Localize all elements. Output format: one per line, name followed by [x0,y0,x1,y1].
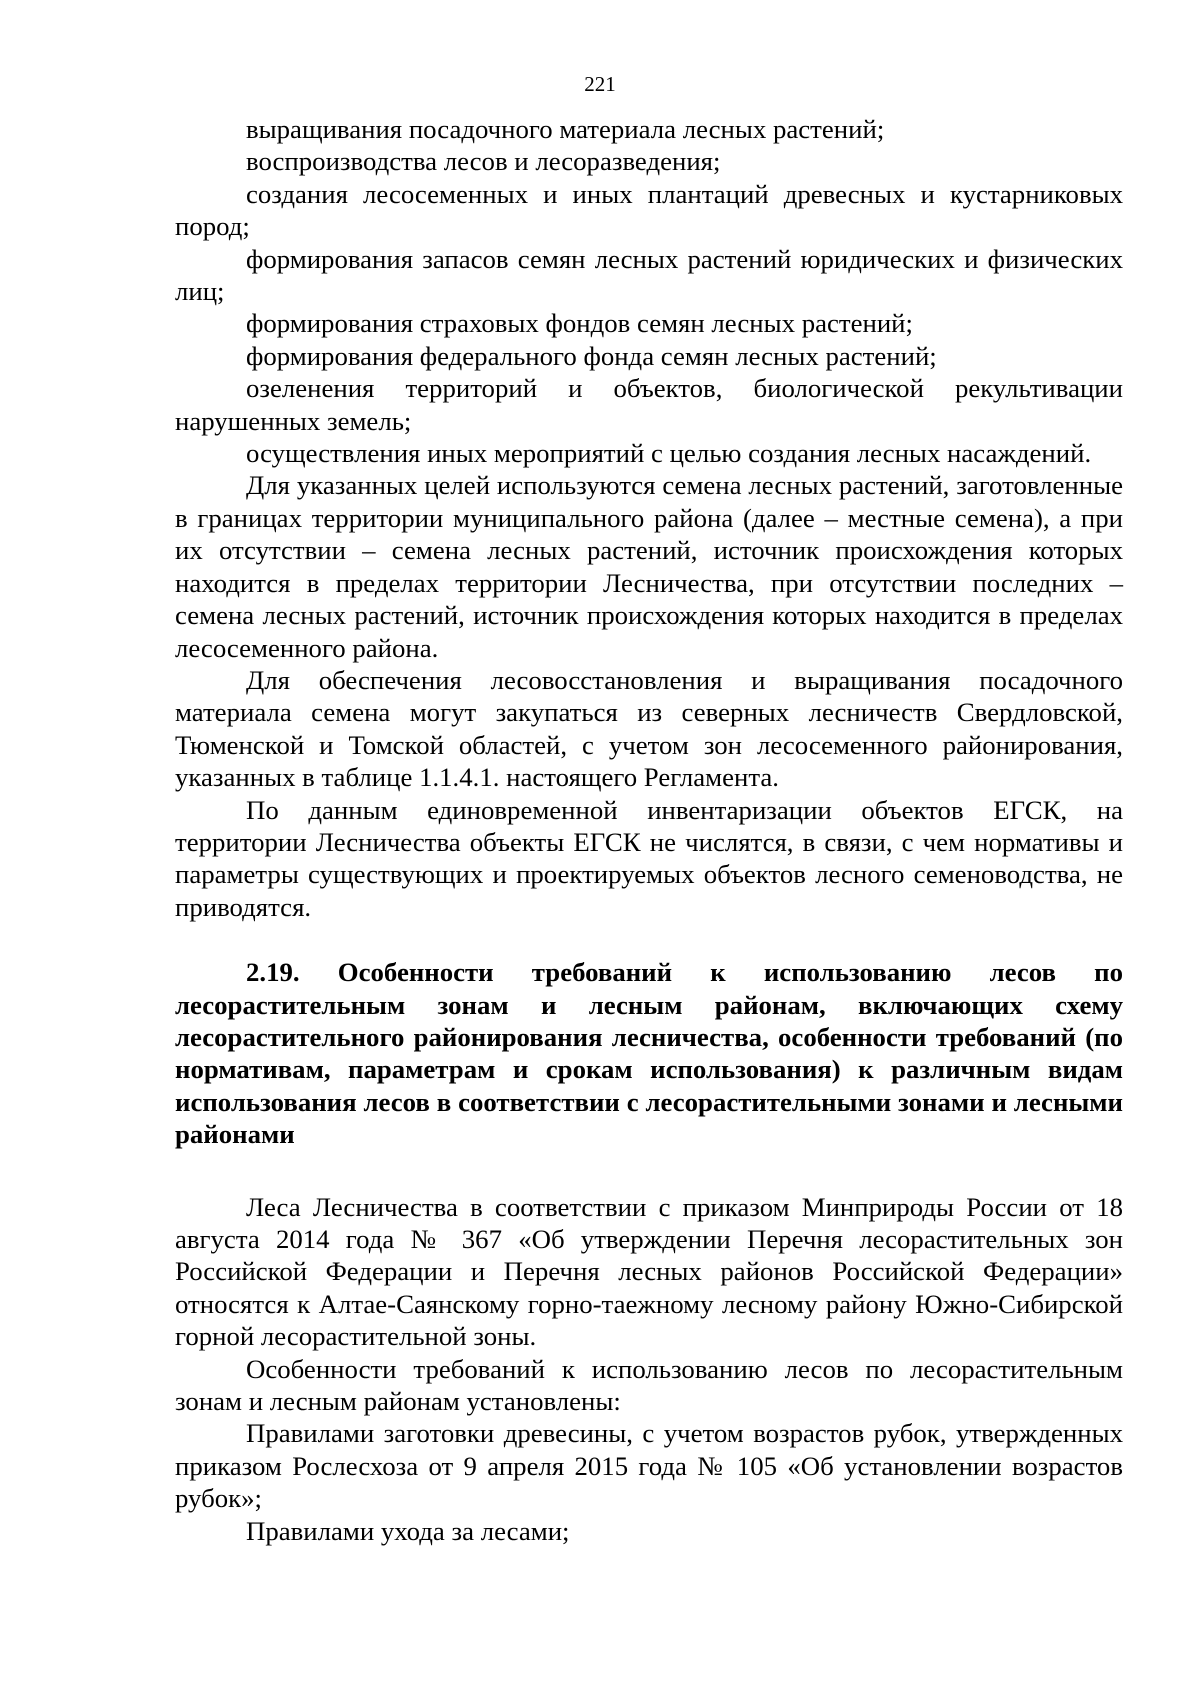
list-item: выращивания посадочного материала лесных растений; [246,114,885,144]
paragraph: По данным единовременной инвентаризации объектов ЕГСК, на территории Лесничества объекты ЕГСК не числятся, в связи, с чем нормативы и параметры существующих и проектируемых объектов лесного семеноводства, не приводятся. [175,794,1123,922]
paragraph: Для обеспечения лесовосстановления и выращивания посадочного материала семена могут закупаться из северных лесничеств Свердловской, Тюменской и Томской областей, с учетом зон лесосеменного районирования, указанных в таблице 1.1.4.1. настоящего Регламента. [175,664,1123,793]
list-item: озеленения территорий и объектов, биологической рекультивации нарушенных земель; [175,373,1123,436]
list-item: воспроизводства лесов и лесоразведения; [246,146,721,177]
paragraph: Правилами ухода за лесами; [246,1515,570,1546]
list-item: создания лесосеменных и иных плантаций древесных и кустарниковых пород; [175,178,1123,242]
paragraph: Для указанных целей используются семена лесных растений, заготовленные в границах территории муниципального района (далее – местные семена), а при их отсутствии – семена лесных растений, источник происхождения которых находится в пределах территории Лесничества, при отсутствии последних – семена лесных растений, источник происхождения которых находится в пределах лесосеменного района. [175,470,1123,663]
paragraph: Леса Лесничества в соответствии с приказом Минприроды России от 18 августа 2014 года № 367 «Об утверждении Перечня лесорастительных зон Российской Федерации и Перечня лесных районов Российской Федерации» относятся к Алтае-Саянскому горно-таежному лесному району Южно-Сибирской горной лесорастительной зоны. [175,1191,1123,1352]
list-item: формирования федерального фонда семян лесных растений; [246,340,937,371]
paragraph: Особенности требований к использованию лесов по лесорастительным зонам и лесным районам установлены: [175,1353,1123,1417]
list-item: формирования страховых фондов семян лесных растений; [246,308,913,339]
list-item: осуществления иных мероприятий с целью создания лесных насаждений. [246,438,1092,469]
list-item: формирования запасов семян лесных растений юридических и физических лиц; [175,243,1123,307]
paragraph: Правилами заготовки древесины, с учетом возрастов рубок, утвержденных приказом Рослесхоза от 9 апреля 2015 года № 105 «Об установлении возрастов рубок»; [175,1418,1123,1514]
document-body [175,113,1123,1547]
section-heading: 2.19. Особенности требований к использованию лесов по лесорастительным зонам и лесным районам, включающих схему лесорастительного районирования лесничества, особенности требований (по нормативам, параметрам и срокам использования) к различным видам использования лесов в соответствии с лесорастительными зонами и лесными районами [175,957,1123,1150]
page-number: 221 [584,72,616,96]
